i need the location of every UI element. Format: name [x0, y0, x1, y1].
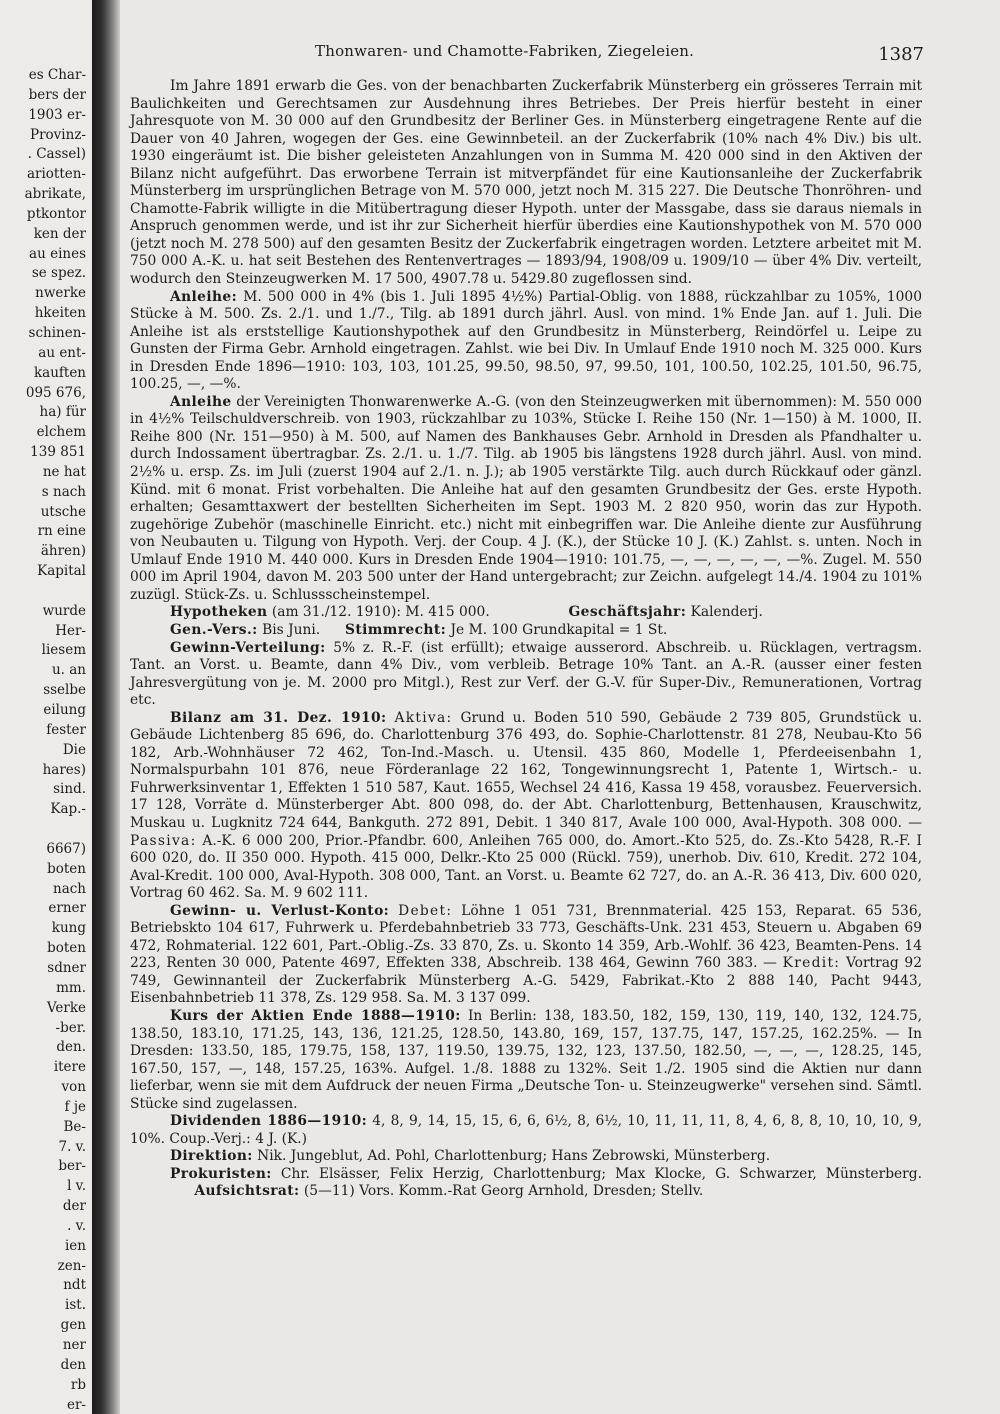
genvers-paragraph: [130, 622, 922, 640]
left-column-line: boten: [47, 860, 86, 877]
left-column-line: rb: [70, 1376, 86, 1393]
guv-paragraph: [130, 903, 922, 1008]
hypotheken-text: (am 31./12. 1910): M. 415 000.: [271, 604, 490, 621]
left-column-line: ndt: [63, 1277, 86, 1294]
guv-debet-text: Löhne 1 051 731, Brennmaterial. 425 153, Reparat. 65 536, Betriebskto 104 617, Fuhrwerk u. Pferdebahnbetrieb 33 773, Geschäfts-Unk. 231 453, Steuern u. Abgaben 69 472, Rohmaterial. 122 601, Part.-Oblig.-Zs. 33 870, Zs. u. Skonto 14 359, Arb.-Wohlf. 36 423, Beamten-Pens. 14 223, Renten 30 000, Patente 4697, Effekten 338, Abschreib. 138 464, Gewinn 760 383. —: [130, 902, 922, 972]
kurs-label: Kurs der Aktien Ende 1888—1910:: [170, 1007, 461, 1024]
left-column-line: Kap.-: [50, 801, 86, 818]
left-column-line: von: [61, 1079, 86, 1096]
bilanz-passiva-text: A.-K. 6 000 200, Prior.-Pfandbr. 600, Anleihen 765 000, do. Amort.-Kto 525, do. Zs.-Kto 5428, R.-F. I 600 020, do. II 350 000. Hypoth. 415 000, Delkr.-Kto 25 000 (Rückl. 759), unerhob. Div. 610, Kredit. 272 104, Aval-Kredit. 100 000, Aval-Hypoth. 308 000, Tant. an Vorst. u. Beamte 62 727, do. an A.-R. 36 413, Div. 600 020, Vortrag 60 462. Sa. M. 9 602 111.: [130, 832, 922, 902]
left-column-line: ist.: [65, 1297, 86, 1314]
left-column-line: Provinz-: [30, 126, 86, 143]
gewinn-verteilung-label: Gewinn-Verteilung:: [170, 639, 326, 656]
bilanz-aktiva-text: Grund u. Boden 510 590, Gebäude 2 739 805, Grundstück u. Gebäude Lichtenberg 85 696, do. Charlottenburg 376 493, do. Sophie-Charlottenstr. 81 278, Neubau-Kto 56 182, Arb.-Wohnhäuser 72 462, Ton-Ind.-Masch. u. Utensil. 435 860, Modelle 1, Pferdeeisenbahn 1, Normalspurbahn 101 876, neue Förderanlage 22 162, Tongewinnungsrecht 1, Patente 1, Wirtsch.- u. Fuhrwerksinventar 1, Effekten 1 510 587, Kaut. 1655, Wechsel 24 416, Kassa 19 458, vorausbez. Feuerversich. 17 128, Vorräte d. Münsterberger Abt. 800 098, do. der Abt. Charlottenburg, Bettenhausen, Krauschwitz, Muskau u. Lugknitz 724 644, Bankguth. 272 891, Debit. 1 340 817, Avale 100 000, Aval-Hypoth. 308 000. —: [130, 709, 923, 831]
dividenden-label: Dividenden 1886—1910:: [170, 1113, 368, 1130]
left-column-line: se spez.: [31, 265, 86, 282]
left-column-line: es Char-: [28, 67, 86, 83]
left-column-line: den.: [56, 1039, 86, 1056]
running-head: Thonwaren- und Chamotte-Fabriken, Ziegeleien.: [315, 42, 695, 60]
book-gutter: [92, 0, 120, 1414]
left-column-line: nach: [53, 880, 86, 897]
left-column-line: s nach: [41, 483, 86, 500]
left-column-line: sind.: [53, 781, 86, 798]
page-body: [130, 78, 922, 1201]
left-column-line: eilung: [43, 702, 86, 718]
left-column-line: Kapital: [37, 563, 86, 580]
left-column-line: utsche: [40, 503, 86, 520]
left-column-line: [0, 820, 92, 840]
guv-kredit-label: Kredit:: [782, 955, 841, 972]
bilanz-paragraph: [130, 710, 922, 903]
left-column-line: ien: [64, 1237, 86, 1254]
left-column-line: boten: [47, 940, 86, 957]
left-column-line: Die: [62, 741, 86, 758]
left-column-line: ha) für: [39, 404, 86, 421]
geschaeftsjahr-text: Kalenderj.: [690, 604, 763, 621]
gewinn-verteilung-text: 5% z. R.-F. (ist erfüllt); etwaige ausserord. Abschreib. u. Rücklagen, vertragsm. Tant. an Vorst. u. Beamte, dann 4% Div., vom verbleib. Betrage 10% Tant. an A.-R. (ausser einer festen Jahresvergütung von je. M. 2000 pro Mitgl.), Rest zur Verf. der G.-V. für Super-Div., Remunerationen, Vortrag etc.: [130, 639, 922, 709]
left-column-line: ariotten-: [26, 166, 86, 183]
dividenden-text: 4, 8, 9, 14, 15, 15, 6, 6, 6½, 8, 6½, 10, 11, 11, 11, 8, 4, 6, 8, 8, 10, 10, 10, 9, 10%. Coup.-Verj.: 4 J. (K.): [130, 1113, 922, 1147]
left-column-line: . v.: [67, 1217, 86, 1234]
geschaeftsjahr-label: Geschäftsjahr:: [568, 604, 687, 621]
left-column-line: . Cassel): [27, 146, 86, 163]
genvers-label: Gen.-Vers.:: [170, 621, 258, 638]
left-column-line: Be-: [63, 1118, 86, 1135]
left-column-line: mm.: [56, 979, 86, 996]
left-column-line: rn eine: [37, 523, 86, 540]
left-column-line: hares): [42, 761, 86, 778]
left-column-line: u. an: [51, 662, 86, 679]
kurs-paragraph: [130, 1008, 922, 1113]
left-column-line: ber-: [58, 1158, 86, 1175]
stimmrecht-text: Je M. 100 Grundkapital = 1 St.: [450, 621, 668, 638]
left-column-line: itere: [53, 1059, 86, 1076]
left-column-line: schinen-: [28, 324, 86, 341]
left-column-line: -ber.: [55, 1019, 86, 1036]
left-column-line: [0, 582, 92, 602]
guv-kredit-text: Vortrag 92 749, Gewinnanteil der Zuckerfabrik Münsterberg A.-G. 5429, Fabrikat.-Kto 2 888 140, Pacht 9443, Eisenbahnbetrieb 11 378, Zs. 129 958. Sa. M. 3 137 099.: [130, 955, 922, 1007]
left-column-line: 139 851: [30, 444, 86, 461]
left-column-line: sselbe: [43, 682, 86, 699]
left-column-line: den: [60, 1356, 86, 1373]
left-column-line: au eines: [29, 245, 86, 262]
left-column-line: zen-: [57, 1257, 86, 1274]
bilanz-passiva-label: Passiva:: [130, 832, 197, 849]
intro-paragraph: Im Jahre 1891 erwarb die Ges. von der benachbarten Zuckerfabrik Münsterberg ein grösseres Terrain mit Baulichkeiten und Gerechtsamen zur Ausdehnung ihres Betriebes. Der Preis hierfür besteht in einer Jahresquote von M. 30 000 auf den Grundbesitz der Berliner Ges. in Münsterberg eingetragene Rente auf die Dauer von 40 Jahren, wogegen der Ges. eine Gewinnbeteil. an der Zuckerfabrik (10% nach 4% Div.) bis ult. 1930 eingeräumt ist. Die bisher geleisteten Anzahlungen von in Summa M. 420 000 sind in den Aktiven der Bilanz nicht aufgeführt. Das erworbene Terrain ist mitverpfändet für eine Kautionsanleihe der Zuckerfabrik Münsterberg im ursprünglichen Betrage von M. 570 000, jetzt noch M. 315 227. Die Deutsche Thonröhren- und Chamotte-Fabrik willigte in die Mitübertragung dieser Hypoth. unter der Massgabe, dass sie daraus niemals in Anspruch genommen werde, und ist ihr zur Sicherheit hierfür überdies eine Kautionshypothek von M. 570 000 (jetzt noch M. 278 500) auf den gesamten Besitz der Zuckerfabrik eingetragen worden. Letztere arbeitet mit M. 750 000 A.-K. u. hat seit Bestehen des Rentenvertrages — 1893/94, 1908/09 u. 1909/10 — über 4% Div. verteilt, wodurch den Steinzeugwerken M. 17 500, 4907.78 u. 5429.80 zugeflossen sind.: [130, 78, 922, 288]
dividenden-paragraph: [130, 1113, 922, 1148]
direktion-label: Direktion:: [170, 1148, 253, 1165]
anleihe-1-label: Anleihe:: [170, 288, 238, 305]
prokuristen-text: Chr. Elsässer, Felix Herzig, Charlottenburg; Max Klocke, G. Schwarzer, Münsterberg.: [280, 1165, 923, 1182]
left-column-line: kung: [51, 920, 86, 937]
left-column-line: erner: [48, 900, 86, 917]
left-column-line: gen: [60, 1317, 86, 1334]
left-column-line: er-: [66, 1396, 86, 1413]
left-column-line: ähren): [40, 543, 86, 560]
anleihe-2-paragraph: [130, 394, 922, 605]
left-column-line: kauften: [33, 364, 86, 381]
left-column-line: ne hat: [42, 463, 86, 480]
aufsichtsrat-label: Aufsichtsrat:: [194, 1183, 300, 1200]
stimmrecht-label: Stimmrecht:: [344, 621, 447, 638]
left-column-line: ner: [62, 1337, 86, 1353]
page-number: 1387: [878, 44, 924, 65]
left-column-line: f je: [64, 1098, 86, 1115]
anleihe-1-text: M. 500 000 in 4% (bis 1. Juli 1895 4½%) Partial-Oblig. von 1888, rückzahlbar zu 105%, 1000 Stücke à M. 500. Zs. 2./1. und 1./7., Tilg. ab 1891 durch jährl. Ausl. von mind. 1% Ende Jan. auf 1. Juli. Die Anleihe ist als erststellige Kautionshypothek auf den Grundbesitz in Münsterberg, Reindörfel u. Leipe zu Gunsten der Firma Gebr. Arnhold eingetragen. Zahlst. wie bei Div. In Umlauf Ende 1910 noch M. 325 000. Kurs in Dresden Ende 1896—1910: 103, 103, 101.25, 99.50, 98.50, 97, 99.50, 101, 100.50, 102.25, 101.50, 96.75, 100.25, —, —%.: [130, 288, 922, 393]
left-column-line: 095 676,: [25, 384, 86, 401]
genvers-text: Bis Juni.: [262, 621, 321, 638]
left-column-line: nwerke: [35, 285, 86, 302]
aufsichtsrat-text: (5—11) Vors. Komm.-Rat Georg Arnhold, Dresden; Stellv.: [303, 1183, 704, 1200]
anleihe-2-text: der Vereinigten Thonwarenwerke A.-G. (von den Steinzeugwerken mit übernommen): M. 550 000 in 4½% Teilschuldverschreib. von 1903, rückzahlbar zu 103%, Stücke I. Reihe 150 (Nr. 1—150) à M. 1000, II. Reihe 800 (Nr. 151—950) à M. 500, auf Namen des Bankhauses Gebr. Arnhold in Dresden als Pfandhalter u. durch Indossament übertragbar. Zs. 2./1. u. 1./7. Tilg. ab 1905 bis längstens 1928 durch jährl. Ausl. von mind. 2½% u. ersp. Zs. im Juli (zuerst 1904 auf 2./1. n. J.); ab 1905 verstärkte Tilg. auch durch Rückkauf oder gänzl. Künd. mit 6 monat. Frist vorbehalten. Die Anleihe hat auf den gesamten Grundbesitz der Ges. erste Hypoth. erhalten; Gesamttaxwert der bestellten Sicherheiten im Sept. 1903 M. 2 820 950, worin das zur Hypoth. zugehörige Zubehör (maschinelle Einricht. etc.) nicht mit einbegriffen war. Die Anleihe diente zur Ausführung von Neubauten u. Tilgung von Hypoth. Verj. der Coup. 4 J. (K.), der Stücke 10 J. (K.) Zahlst. s. unten. Noch in Umlauf Ende 1910 M. 440 000. Kurs in Dresden Ende 1904—1910: 101.75, —, —, —, —, —, —%. Zugel. M. 550 000 im April 1904, davon M. 203 500 unter der Hand untergebracht; zur Zeichn. aufgelegt 14./4. 1904 zu 101% zuzügl. Stück-Zs. u. Schlussscheinstempel.: [130, 393, 922, 603]
prokuristen-paragraph: [130, 1166, 922, 1201]
gewinn-verteilung-paragraph: [130, 640, 922, 710]
left-column-line: l v.: [67, 1178, 86, 1195]
left-column-line: 7. v.: [58, 1138, 86, 1155]
left-column-line: 6667): [46, 840, 86, 857]
left-page-fragment: [0, 0, 92, 1414]
left-column-line: der: [62, 1198, 86, 1215]
left-column-line: wurde: [42, 602, 86, 619]
left-column-line: bers der: [28, 86, 86, 103]
bilanz-aktiva-label: Aktiva:: [394, 709, 453, 726]
left-column-line: 1903 er-: [28, 106, 86, 123]
kurs-text: In Berlin: 138, 183.50, 182, 159, 130, 119, 140, 132, 124.75, 138.50, 183.10, 171.25, 143, 136, 121.25, 128.50, 143.80, 169, 157, 137.75, 147, 157.25, 162.25%. — In Dresden: 133.50, 185, 179.75, 158, 137, 119.50, 139.75, 132, 123, 137.50, 182.50, —, —, —, 128.25, 145, 167.50, 157, —, 148, 157.25, 163%. Aufgel. 1./8. 1888 zu 132%. Seit 1./2. 1905 sind die Aktien nur dann lieferbar, wenn sie mit dem Aufdruck der neuen Firma „Deutsche Ton- u. Steinzeugwerke" versehen sind. Sämtl. Stücke sind zugelassen.: [130, 1007, 922, 1112]
left-column-line: Her-: [55, 622, 86, 639]
left-column-line: liesem: [41, 642, 86, 659]
direktion-paragraph: [130, 1148, 922, 1166]
left-column-line: ptkontor: [26, 205, 86, 222]
guv-debet-label: Debet:: [398, 902, 453, 919]
left-column-line: ken der: [33, 225, 86, 242]
hypotheken-paragraph: [130, 604, 922, 622]
hypotheken-label: Hypotheken: [170, 604, 268, 621]
left-column-line: abrikate,: [24, 186, 86, 203]
bilanz-label: Bilanz am 31. Dez. 1910:: [170, 709, 387, 726]
left-column-line: au ent-: [38, 344, 86, 361]
anleihe-1-paragraph: [130, 289, 922, 394]
anleihe-2-label: Anleihe: [170, 393, 232, 410]
left-column-line: hkeiten: [34, 305, 86, 322]
prokuristen-label: Prokuristen:: [170, 1165, 272, 1182]
left-column-line: sdner: [47, 959, 86, 976]
left-column-line: Verke: [46, 999, 86, 1016]
left-column-line: fester: [46, 721, 86, 738]
left-column-line: elchem: [36, 424, 86, 441]
direktion-text: Nik. Jungeblut, Ad. Pohl, Charlottenburg; Hans Zebrowski, Münsterberg.: [257, 1148, 771, 1165]
guv-label: Gewinn- u. Verlust-Konto:: [170, 902, 390, 919]
